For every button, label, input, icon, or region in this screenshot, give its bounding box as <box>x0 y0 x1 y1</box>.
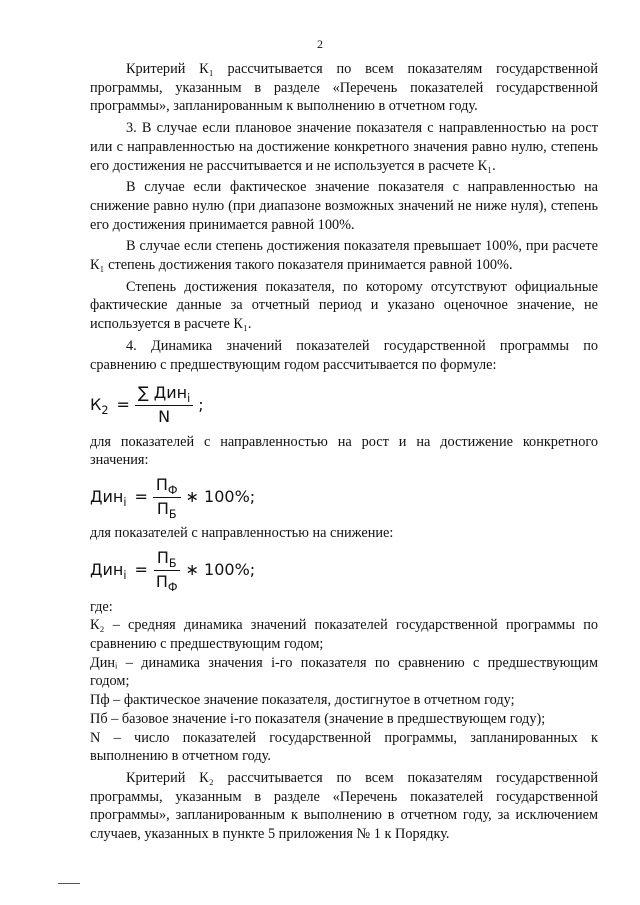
formula-din-growth-lhs: Дин$_i$ <box>90 486 127 510</box>
formula-k2-numerator: ∑ Дин$_i$ <box>135 384 193 406</box>
formula-din-decrease-tail: ∗ 100%; <box>185 560 256 580</box>
paragraph-over-100: В случае если степень достижения показателя превышает 100%, при расчете К₁ степень достижения такого показателя принимается равной 100%. <box>90 238 598 274</box>
formula-k2 <box>90 384 598 426</box>
definition-din: Динᵢ – динамика значения i-го показателя по сравнению с предшествующим годом; <box>90 654 598 690</box>
definition-pf: Пф – фактическое значение показателя, достигнутое в отчетном году; <box>90 692 515 709</box>
paragraph-zero-actual: В случае если фактическое значение показателя с направленностью на снижение равно нулю (при диапазоне возможных значений не ниже нуля), степень его достижения принимается равной 100%. <box>90 179 598 233</box>
paragraph-item-3: 3. В случае если плановое значение показателя с направленностью на рост или с направленностью на достижение конкретного значения равно нулю, степень его достижения не рассчитывается и не используется в расчете К₁. <box>90 120 598 174</box>
footer-rule <box>58 883 80 884</box>
formula-k2-lhs: $К_2$ <box>90 395 109 418</box>
paragraph-estimated-value: Степень достижения показателя, по которому отсутствуют официальные фактические данные за отчетный период и указано оценочное значение, не используется в расчете К₁. <box>90 278 598 333</box>
formula-din-growth-equals: = <box>134 486 148 506</box>
definition-k2: К₂ – средняя динамика значений показателей государственной программы по сравнению с предшествующим годом; <box>90 617 598 652</box>
document-body <box>90 60 598 844</box>
formula-din-decrease-fraction <box>153 548 181 595</box>
formula-k2-tail: ; <box>198 395 204 415</box>
paragraph-where: где: <box>90 598 113 615</box>
paragraph-decrease-indicators: для показателей с направленностью на снижение: <box>90 525 394 542</box>
formula-k2-denominator: N <box>158 406 171 426</box>
definition-n: N – число показателей государственной программы, запланированных к выполнению в отчетном году. <box>90 729 598 765</box>
paragraph-growth-indicators: для показателей с направленностью на рост и на достижение конкретного значения: <box>90 433 598 469</box>
formula-din-growth-denominator: $П_Б$ <box>156 498 177 521</box>
formula-k2-fraction <box>135 384 193 426</box>
paragraph-criterion-k1: Критерий К₁ рассчитывается по всем показателям государственной программы, указанным в разделе «Перечень показателей государственной программы», запланированным к выполнению в отчетном году. <box>90 61 598 115</box>
formula-din-growth-numerator: $П_Ф$ <box>153 476 181 498</box>
formula-k2-equals: = <box>116 395 130 415</box>
formula-din-decrease-lhs: Дин$_i$ <box>90 560 127 583</box>
page-number: 2 <box>317 37 323 51</box>
formula-din-growth-fraction <box>153 475 181 521</box>
formula-din-decrease <box>90 548 598 595</box>
paragraph-criterion-k2: Критерий К₂ рассчитывается по всем показателям государственной программы, указанным в разделе «Перечень показателей государственной программы», запланированным к выполнению в отчетном году, за исключением случаев, указанных в пункте 5 приложения № 1 к Порядку. <box>90 769 598 843</box>
definition-pb: Пб – базовое значение i-го показателя (значение в предшествующем году); <box>90 710 546 727</box>
formula-din-growth <box>90 475 598 521</box>
formula-din-growth-tail: ∗ 100%; <box>185 486 256 506</box>
formula-din-decrease-numerator: $П_Б$ <box>154 549 180 571</box>
formula-din-decrease-denominator: $П_Ф$ <box>155 571 178 595</box>
formula-din-decrease-equals: = <box>134 560 148 580</box>
paragraph-item-4: 4. Динамика значений показателей государственной программы по сравнению с предшествующим годом рассчитывается по формуле: <box>90 337 598 373</box>
